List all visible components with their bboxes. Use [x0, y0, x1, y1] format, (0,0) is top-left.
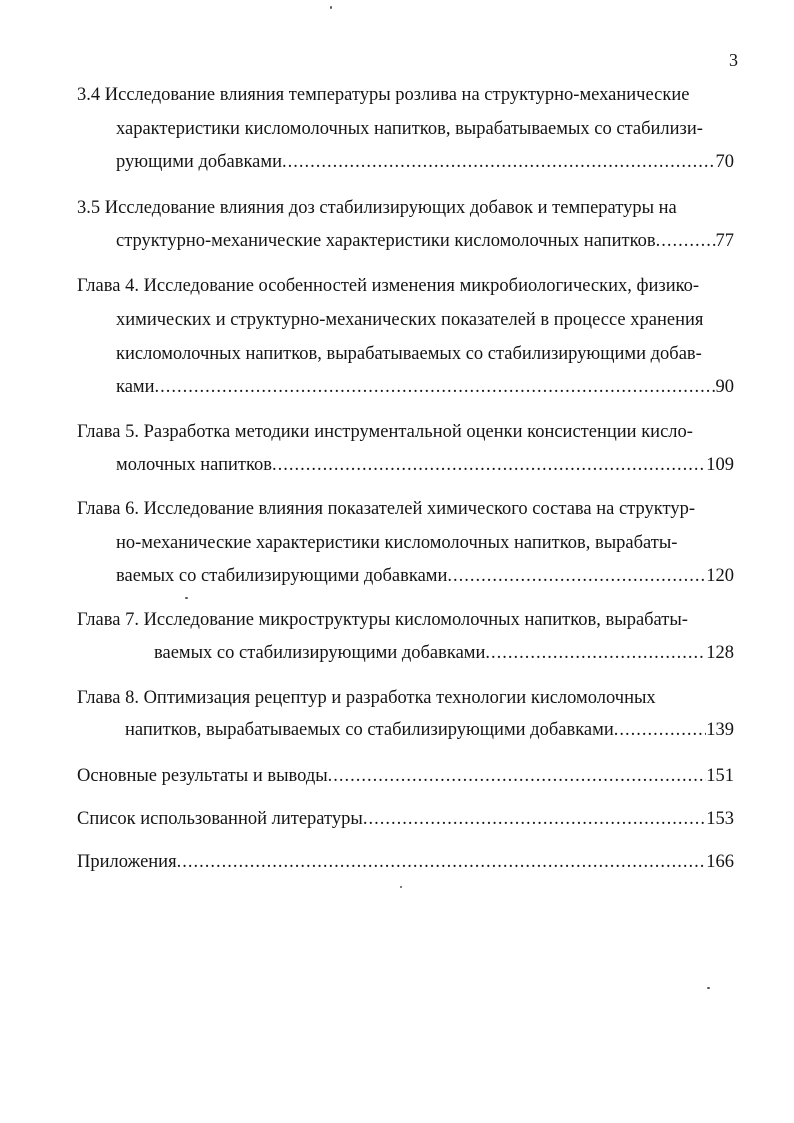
- dot-leader: [447, 564, 706, 588]
- toc-entry-text: ваемых со стабилизирующими добавками: [154, 643, 486, 663]
- toc-entry-text: структурно-механические характеристики кисломолочных напитков: [116, 231, 656, 251]
- toc-entry-text: химических и структурно-механических показателей в процессе хранения: [116, 310, 704, 330]
- dot-leader: [485, 641, 706, 665]
- toc-page-number: 139: [706, 720, 734, 740]
- scan-speck: [400, 886, 402, 888]
- toc-entry-text: Глава 7. Исследование микроструктуры кисломолочных напитков, вырабаты-: [77, 610, 688, 630]
- toc-entry-text: 3.4 Исследование влияния температуры розлива на структурно-механические: [77, 85, 690, 105]
- toc-entry-text: Список использованной литературы: [77, 809, 363, 829]
- toc-entry-text: ками: [116, 377, 155, 397]
- toc-entry-text: рующими добавками: [116, 152, 283, 172]
- toc-page-number: 120: [706, 566, 734, 586]
- dot-leader: [177, 850, 707, 874]
- toc-page-number: 77: [715, 231, 734, 251]
- toc-entry-text: Глава 5. Разработка методики инструментальной оценки консистенции кисло-: [77, 422, 693, 442]
- toc-entry-text: Глава 4. Исследование особенностей изменения микробиологических, физико-: [77, 276, 700, 296]
- toc-entry-text: кисломолочных напитков, вырабатываемых со стабилизирующими добав-: [116, 344, 702, 364]
- scan-speck: [185, 597, 188, 599]
- page-number: 3: [729, 50, 738, 70]
- toc-page-number: 151: [706, 766, 734, 786]
- toc-page-number: 90: [715, 377, 734, 397]
- toc-entry-text: 3.5 Исследование влияния доз стабилизирующих добавок и температуры на: [77, 198, 677, 218]
- dot-leader: [155, 375, 716, 399]
- scan-speck: [707, 987, 710, 989]
- dot-leader: [282, 150, 715, 174]
- toc-entry-text: Глава 8. Оптимизация рецептур и разработка технологии кисломолочных: [77, 688, 656, 708]
- toc-entry-text: молочных напитков: [116, 455, 273, 475]
- toc-entry-text: Основные результаты и выводы: [77, 766, 328, 786]
- toc-page-number: 166: [706, 852, 734, 872]
- dot-leader: [272, 453, 706, 477]
- dot-leader: [363, 807, 706, 831]
- dot-leader: [328, 764, 707, 788]
- dot-leader: [614, 718, 707, 742]
- scan-speck: [330, 6, 332, 9]
- toc-page-number: 128: [706, 643, 734, 663]
- toc-entry-text: Глава 6. Исследование влияния показателей химического состава на структур-: [77, 499, 695, 519]
- toc-entry-text: ваемых со стабилизирующими добавками: [116, 566, 448, 586]
- toc-entry-text: напитков, вырабатываемых со стабилизирующими добавками: [125, 720, 614, 740]
- toc-entry-text: характеристики кисломолочных напитков, вырабатываемых со стабилизи-: [116, 119, 703, 139]
- toc-page-number: 109: [706, 455, 734, 475]
- toc-entry-text: Приложения: [77, 852, 177, 872]
- toc-page-number: 153: [706, 809, 734, 829]
- toc-page-number: 70: [715, 152, 734, 172]
- dot-leader: [656, 229, 716, 253]
- toc-entry-text: но-механические характеристики кисломолочных напитков, вырабаты-: [116, 533, 678, 553]
